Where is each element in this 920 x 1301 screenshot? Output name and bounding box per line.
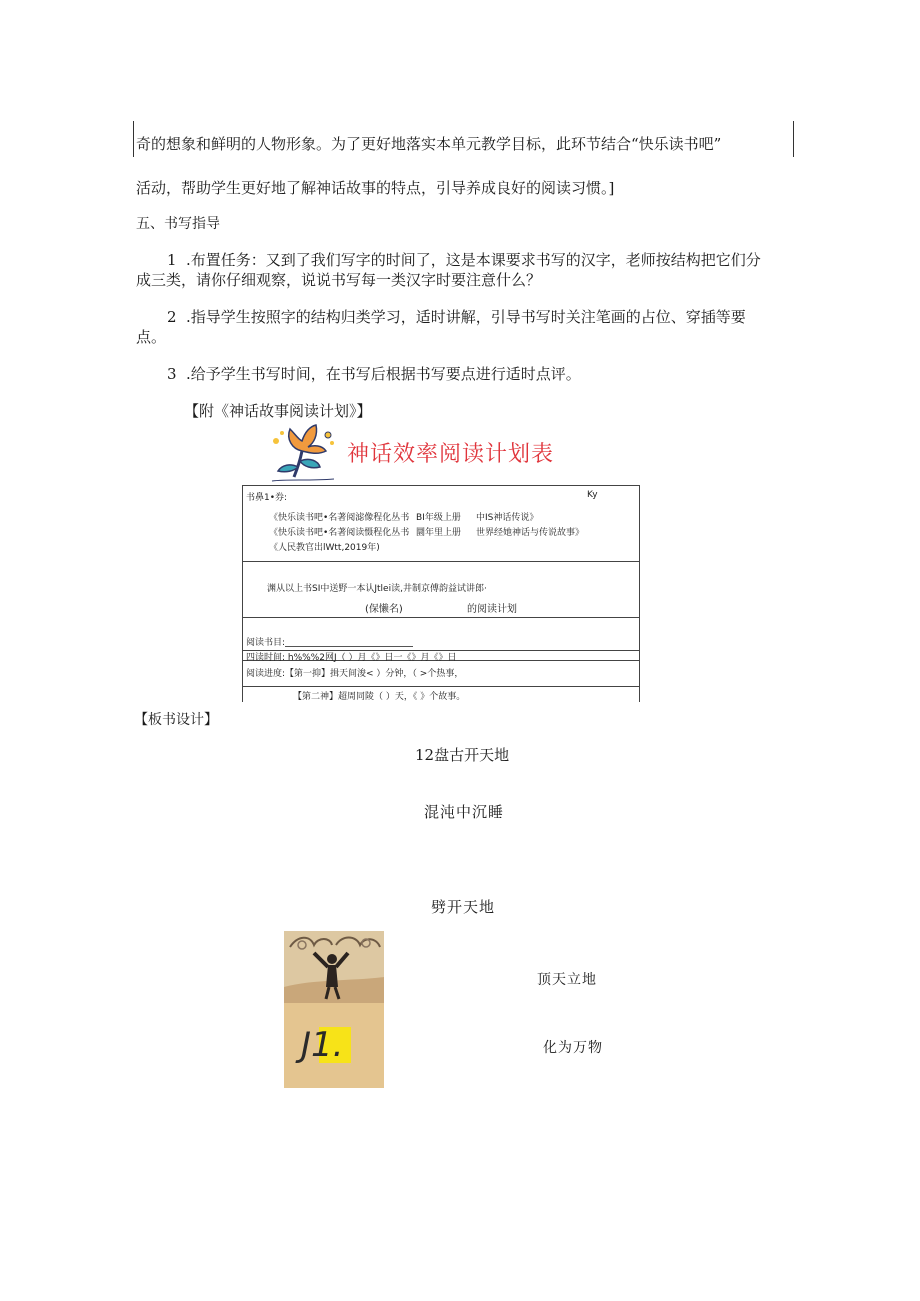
blank-underline (285, 646, 413, 647)
book-title: 中IS神话传说》 (476, 513, 539, 523)
board-heading: 【板书设计】 (134, 712, 218, 728)
divider (243, 561, 639, 562)
reading-plan-table (242, 419, 640, 701)
list-number: 2 (167, 308, 177, 326)
book-entry: 《快乐读书吧•名著阅读慑程化丛书 (269, 528, 410, 538)
name-blank: (保懒名) (365, 604, 403, 615)
pangu-illustration (284, 931, 384, 1088)
list-item: .指导学生按照字的结构归类学习，适时讲解，引导书写时关注笔画的占位、穿插等要 (186, 308, 746, 326)
appendix-heading: 【附《神话故事阅读计划》】 (184, 402, 372, 420)
reading-progress: 【第二神】超周同陵（ ）天，《 》个故事。 (293, 692, 466, 702)
board-title: 12盘古开天地 (415, 746, 510, 764)
plan-title: 神话效率阅读计划表 (347, 442, 555, 467)
list-number: 1 (167, 251, 177, 269)
image-label-box (301, 1025, 367, 1065)
list-item: .给予学生书写时间，在书写后根据书写要点进行适时点评。 (186, 365, 581, 383)
book-grade: 圜年里上册 (416, 528, 462, 538)
reading-book-label: 阅读书目: (246, 638, 286, 648)
paragraph-line: 奇的想象和鲜明的人物形象。为了更好地落实本单元教学目标，此环节结合“快乐读书吧” (136, 135, 722, 153)
list-item: 成三类，请你仔细观察，说说书写每一类汉字时要注意什么？ (136, 271, 542, 289)
flower-icon (268, 421, 338, 483)
book-entry: 《人民教官出lWtt,2019年) (269, 543, 380, 553)
plan-name-suffix: 的阅读计划 (467, 604, 517, 615)
book-entry: 《快乐读书吧•名著阅滤像程化丛书 (269, 513, 410, 523)
section-heading: 五、书写指导 (136, 216, 220, 232)
book-title: 世界经她神话与传说故事》 (476, 528, 585, 538)
board-line: 化为万物 (543, 1040, 603, 1056)
book-grade: BI年级上册 (416, 513, 461, 523)
reading-progress: 阅读进度:【第一抑】揖天间浚< ）分钟，（ >个热事， (246, 669, 464, 679)
board-line: 混沌中沉睡 (424, 803, 505, 821)
divider (243, 686, 639, 687)
list-item: .布置任务：又到了我们写字的时间了，这是本课要求书写的汉字，老师按结构把它们分 (186, 251, 761, 269)
divider (243, 617, 639, 618)
reading-time: 四读时间: h%%%2网J（ ）月《》日一《》月《》日 (246, 653, 457, 663)
paragraph-line: 活动，帮助学生更好地了解神话故事的特点，引导养成良好的阅读习惯。] (136, 179, 615, 197)
image-label: J1. (301, 1025, 344, 1065)
plan-instruction: 渊从以上书SI中送野一本认Jtlei读,井制京傅韵益试讲郎· (267, 584, 487, 594)
pangu-figure-icon (284, 931, 384, 1003)
list-item: 点。 (136, 328, 167, 346)
plan-grid (242, 485, 640, 702)
book-header-right: Ky (587, 490, 598, 500)
book-header: 书鼻1•券: (246, 493, 288, 503)
board-line: 劈开天地 (431, 898, 496, 916)
board-line: 顶天立地 (537, 972, 597, 988)
list-number: 3 (167, 365, 177, 383)
